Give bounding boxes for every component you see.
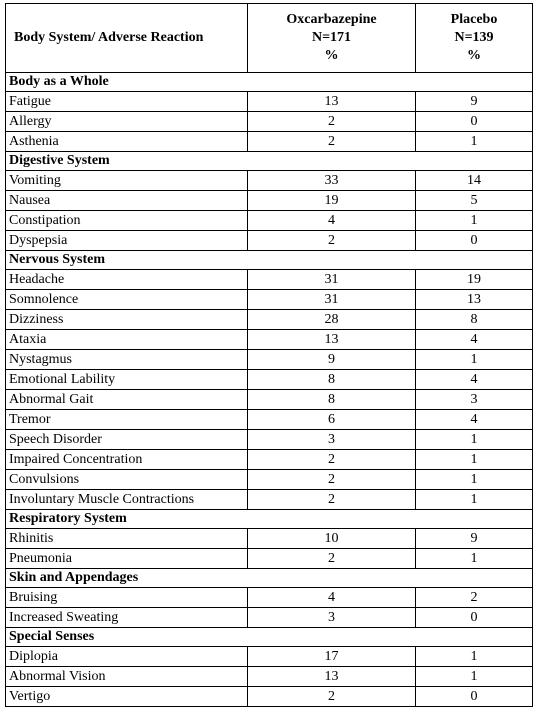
reaction-cell: Impaired Concentration (6, 450, 248, 470)
table-row (6, 490, 533, 510)
placebo-cell: 0 (416, 231, 533, 251)
reaction-cell: Asthenia (6, 132, 248, 152)
oxcarbazepine-cell: 19 (248, 191, 416, 211)
section-title: Respiratory System (6, 510, 533, 529)
section-title: Body as a Whole (6, 73, 533, 92)
placebo-cell: 1 (416, 490, 533, 510)
reaction-cell: Bruising (6, 588, 248, 608)
placebo-cell: 1 (416, 350, 533, 370)
section-row (6, 628, 533, 647)
oxcarbazepine-cell: 2 (248, 450, 416, 470)
header-placebo (416, 4, 533, 73)
table-row (6, 92, 533, 112)
placebo-cell: 9 (416, 92, 533, 112)
oxcarbazepine-cell: 4 (248, 588, 416, 608)
table-row (6, 191, 533, 211)
reaction-cell: Speech Disorder (6, 430, 248, 450)
reaction-cell: Tremor (6, 410, 248, 430)
placebo-cell: 4 (416, 330, 533, 350)
oxcarbazepine-cell: 33 (248, 171, 416, 191)
reaction-cell: Allergy (6, 112, 248, 132)
reaction-cell: Dyspepsia (6, 231, 248, 251)
oxcarbazepine-cell: 28 (248, 310, 416, 330)
oxcarbazepine-cell: 6 (248, 410, 416, 430)
header-oxcarbazepine (248, 4, 416, 73)
placebo-cell: 0 (416, 687, 533, 707)
table-row (6, 450, 533, 470)
placebo-cell: 5 (416, 191, 533, 211)
table-row (6, 667, 533, 687)
oxcarbazepine-cell: 31 (248, 270, 416, 290)
oxcarbazepine-cell: 2 (248, 687, 416, 707)
table-row (6, 470, 533, 490)
header-oxcarbazepine-name: Oxcarbazepine (286, 12, 377, 27)
placebo-cell: 1 (416, 430, 533, 450)
table-row (6, 588, 533, 608)
table-row (6, 112, 533, 132)
table-row (6, 549, 533, 569)
placebo-cell: 1 (416, 450, 533, 470)
table-row (6, 330, 533, 350)
placebo-cell: 1 (416, 132, 533, 152)
section-row (6, 73, 533, 92)
placebo-cell: 1 (416, 647, 533, 667)
placebo-cell: 8 (416, 310, 533, 330)
placebo-cell: 0 (416, 608, 533, 628)
reaction-cell: Convulsions (6, 470, 248, 490)
header-row (6, 4, 533, 73)
reaction-cell: Diplopia (6, 647, 248, 667)
reaction-cell: Increased Sweating (6, 608, 248, 628)
table-body (6, 73, 533, 707)
oxcarbazepine-cell: 17 (248, 647, 416, 667)
reaction-cell: Vertigo (6, 687, 248, 707)
placebo-cell: 1 (416, 667, 533, 687)
table-row (6, 231, 533, 251)
header-placebo-unit: % (467, 48, 481, 63)
section-row (6, 569, 533, 588)
placebo-cell: 3 (416, 390, 533, 410)
reaction-cell: Involuntary Muscle Contractions (6, 490, 248, 510)
table-row (6, 350, 533, 370)
oxcarbazepine-cell: 13 (248, 92, 416, 112)
table-row (6, 270, 533, 290)
reaction-cell: Abnormal Vision (6, 667, 248, 687)
reaction-cell: Vomiting (6, 171, 248, 191)
placebo-cell: 14 (416, 171, 533, 191)
oxcarbazepine-cell: 2 (248, 112, 416, 132)
placebo-cell: 13 (416, 290, 533, 310)
table-row (6, 410, 533, 430)
oxcarbazepine-cell: 8 (248, 370, 416, 390)
placebo-cell: 1 (416, 549, 533, 569)
section-row (6, 510, 533, 529)
table-row (6, 211, 533, 231)
reaction-cell: Rhinitis (6, 529, 248, 549)
reaction-cell: Ataxia (6, 330, 248, 350)
placebo-cell: 1 (416, 470, 533, 490)
oxcarbazepine-cell: 4 (248, 211, 416, 231)
table-header (6, 4, 533, 73)
header-oxcarbazepine-n: N=171 (311, 30, 352, 45)
reaction-cell: Constipation (6, 211, 248, 231)
section-title: Skin and Appendages (6, 569, 533, 588)
header-placebo-n: N=139 (454, 30, 494, 45)
oxcarbazepine-cell: 2 (248, 490, 416, 510)
reaction-cell: Emotional Lability (6, 370, 248, 390)
placebo-cell: 0 (416, 112, 533, 132)
table-row (6, 647, 533, 667)
header-placebo-name: Placebo (450, 12, 498, 27)
table-row (6, 171, 533, 191)
placebo-cell: 1 (416, 211, 533, 231)
oxcarbazepine-cell: 2 (248, 549, 416, 569)
oxcarbazepine-cell: 9 (248, 350, 416, 370)
table-row (6, 290, 533, 310)
adverse-reactions-table (5, 3, 533, 707)
reaction-cell: Headache (6, 270, 248, 290)
oxcarbazepine-cell: 8 (248, 390, 416, 410)
table-row (6, 430, 533, 450)
placebo-cell: 2 (416, 588, 533, 608)
header-body-system: Body System/ Adverse Reaction (6, 4, 248, 73)
table-row (6, 608, 533, 628)
placebo-cell: 4 (416, 410, 533, 430)
oxcarbazepine-cell: 10 (248, 529, 416, 549)
table-row (6, 529, 533, 549)
oxcarbazepine-cell: 2 (248, 231, 416, 251)
placebo-cell: 9 (416, 529, 533, 549)
reaction-cell: Abnormal Gait (6, 390, 248, 410)
reaction-cell: Somnolence (6, 290, 248, 310)
reaction-cell: Nystagmus (6, 350, 248, 370)
adverse-reactions-table-container (5, 3, 532, 707)
section-title: Special Senses (6, 628, 533, 647)
oxcarbazepine-cell: 13 (248, 330, 416, 350)
oxcarbazepine-cell: 3 (248, 430, 416, 450)
section-row (6, 152, 533, 171)
oxcarbazepine-cell: 13 (248, 667, 416, 687)
header-oxcarbazepine-unit: % (324, 48, 339, 63)
placebo-cell: 4 (416, 370, 533, 390)
section-title: Nervous System (6, 251, 533, 270)
reaction-cell: Fatigue (6, 92, 248, 112)
section-row (6, 251, 533, 270)
oxcarbazepine-cell: 2 (248, 132, 416, 152)
table-row (6, 370, 533, 390)
placebo-cell: 19 (416, 270, 533, 290)
section-title: Digestive System (6, 152, 533, 171)
table-row (6, 132, 533, 152)
table-row (6, 310, 533, 330)
table-row (6, 390, 533, 410)
oxcarbazepine-cell: 2 (248, 470, 416, 490)
table-row (6, 687, 533, 707)
reaction-cell: Nausea (6, 191, 248, 211)
reaction-cell: Pneumonia (6, 549, 248, 569)
reaction-cell: Dizziness (6, 310, 248, 330)
oxcarbazepine-cell: 31 (248, 290, 416, 310)
oxcarbazepine-cell: 3 (248, 608, 416, 628)
